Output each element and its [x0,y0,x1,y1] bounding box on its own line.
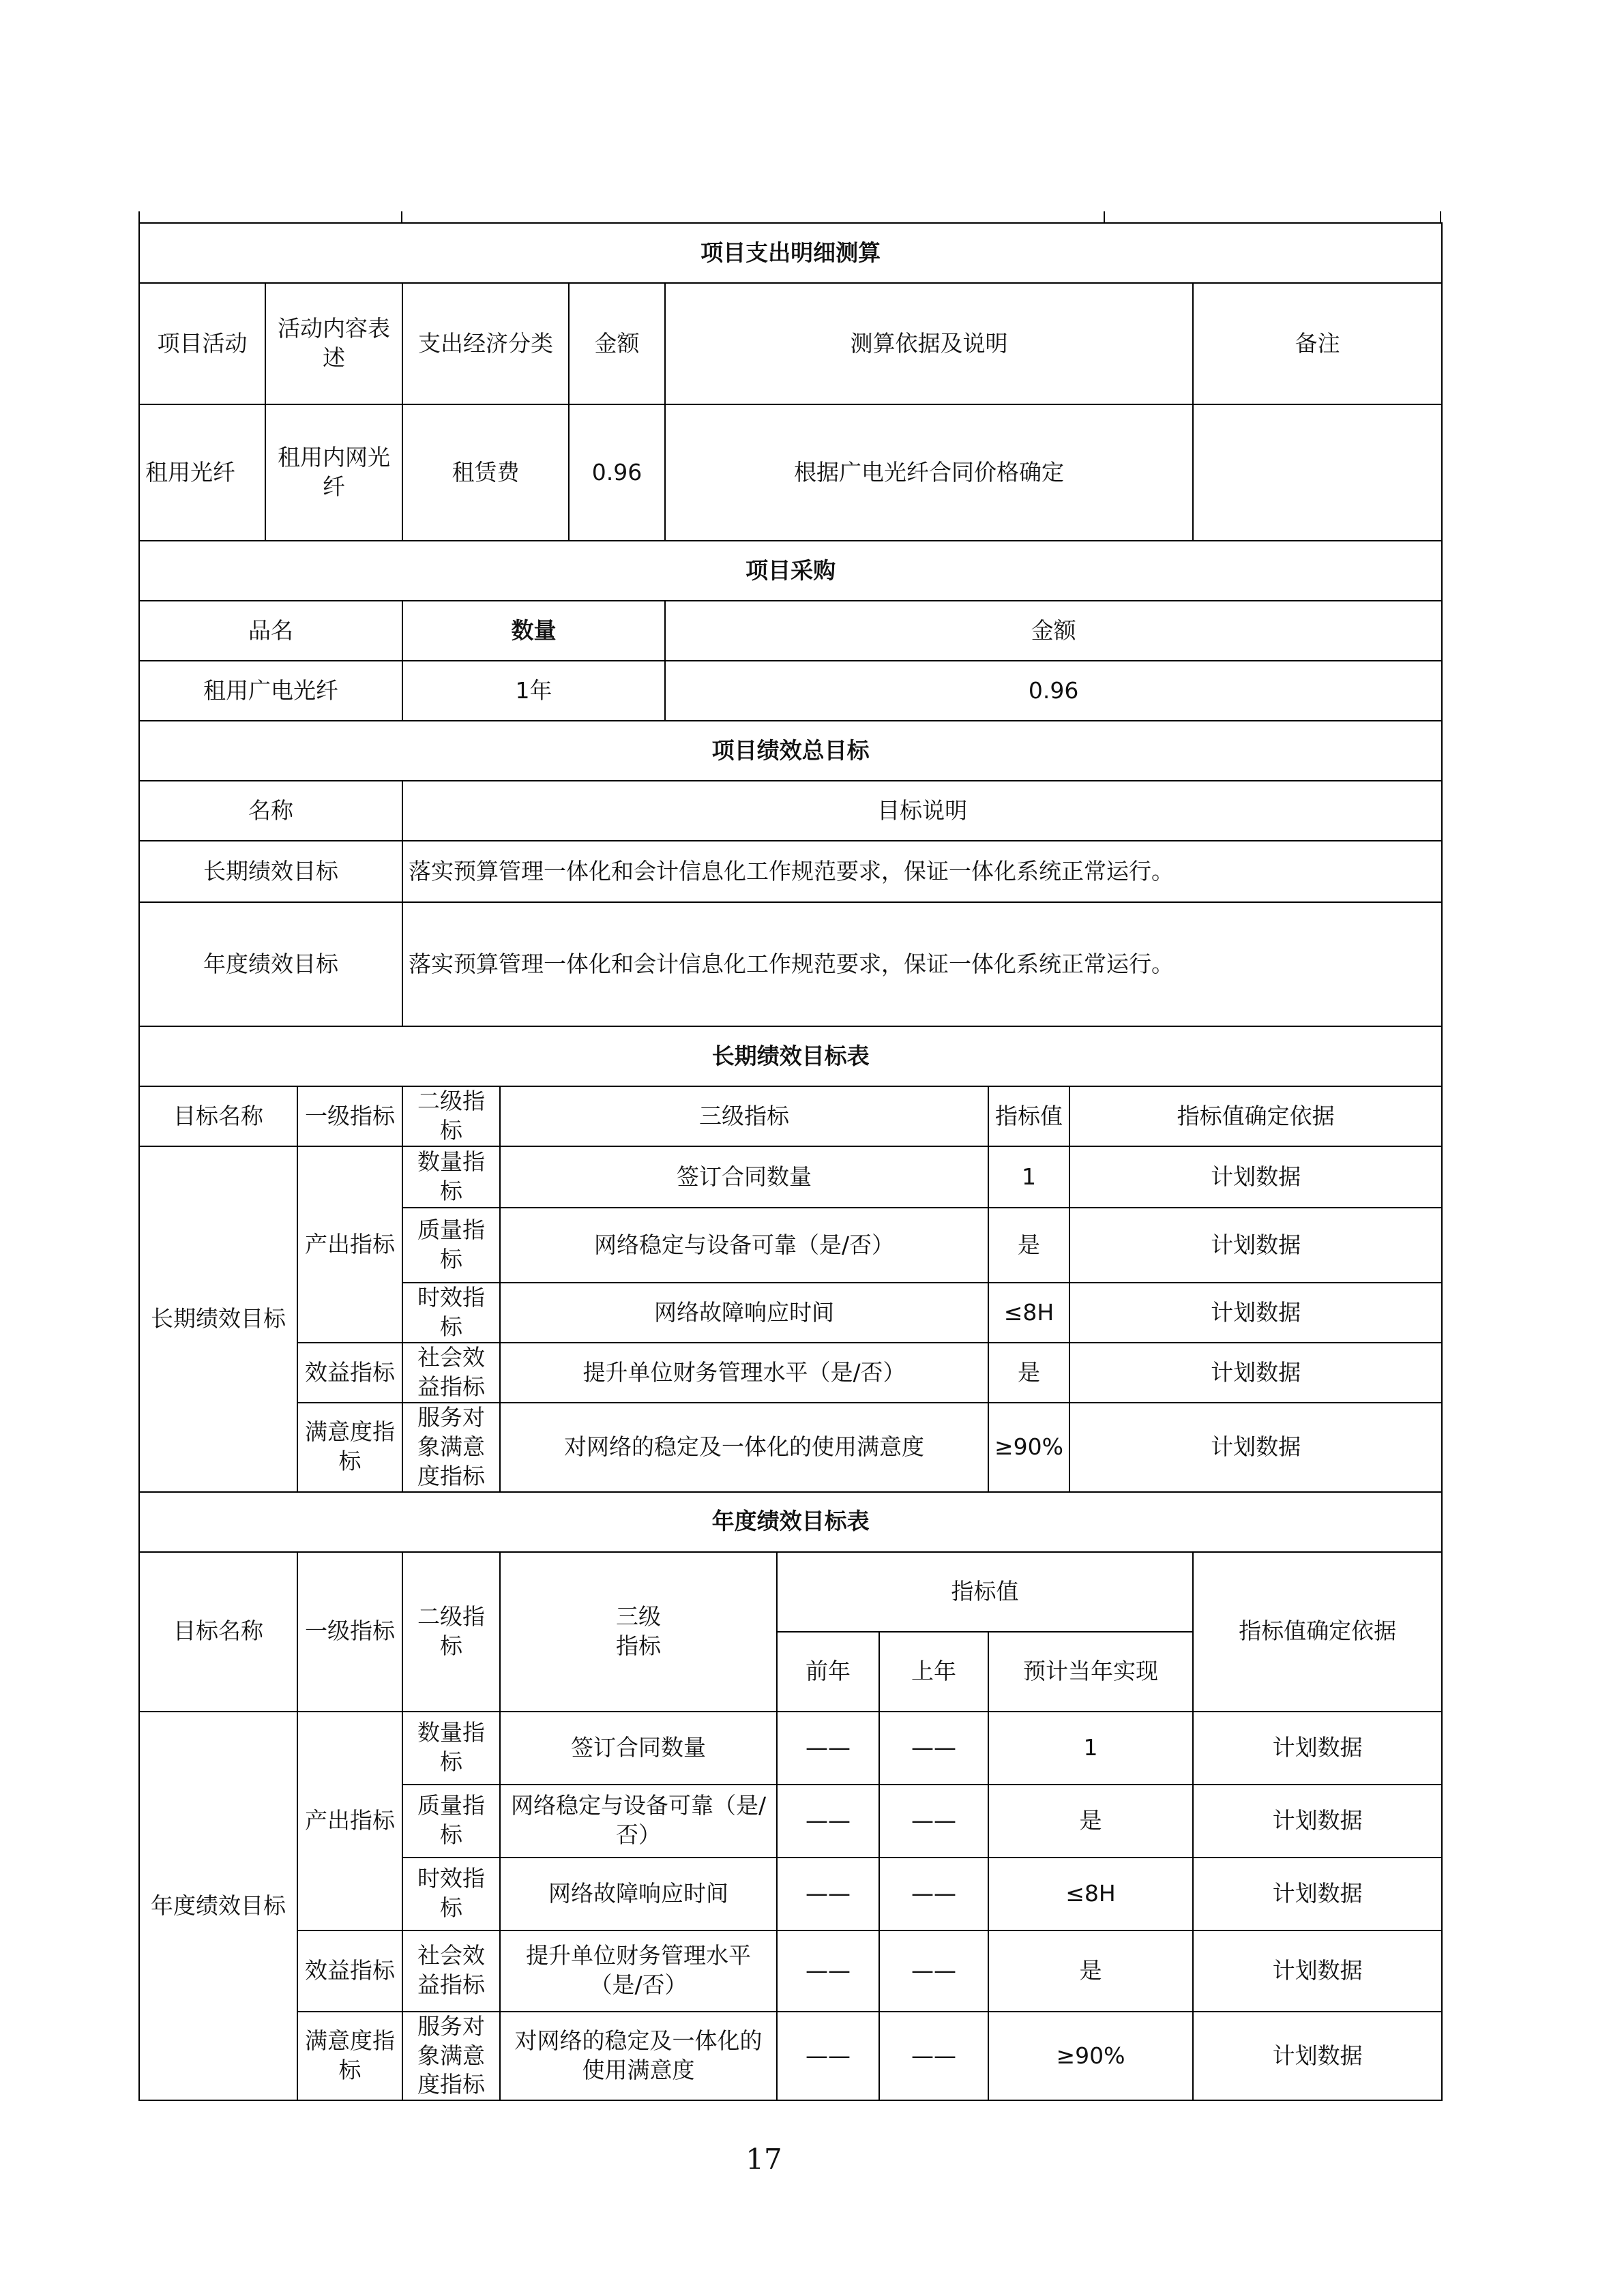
overall-header-description: 目标说明 [402,781,1442,841]
overall-annual-text: 落实预算管理一体化和会计信息化工作规范要求，保证一体化系统正常运行。 [402,902,1442,1026]
long-row-level3: 对网络的稳定及一体化的使用满意度 [500,1403,988,1492]
expense-cell-remark [1193,404,1442,541]
annual-row-current: ≥90% [988,2012,1193,2101]
annual-row-level2: 社会效益指标 [402,1930,500,2012]
annual-goal-name: 年度绩效目标 [139,1712,297,2101]
expense-header-economic-class: 支出经济分类 [402,283,569,404]
annual-row-level2: 数量指标 [402,1712,500,1785]
long-row-level3: 网络稳定与设备可靠（是/否） [500,1208,988,1283]
annual-row-basis: 计划数据 [1193,2012,1442,2101]
page-number: 17 [745,2143,782,2176]
annual-row-basis: 计划数据 [1193,1930,1442,2012]
annual-row-level2: 时效指标 [402,1858,500,1930]
overall-goal-section-title: 项目绩效总目标 [139,721,1442,781]
annual-row-level3: 对网络的稳定及一体化的使用满意度 [500,2012,777,2101]
annual-row-current: 是 [988,1930,1193,2012]
long-level1-benefit: 效益指标 [297,1343,402,1403]
long-row-level2: 质量指标 [402,1208,500,1283]
long-level1-satisfaction: 满意度指标 [297,1403,402,1492]
expense-header-amount: 金额 [569,283,665,404]
expense-cell-activity: 租用光纤 [139,404,265,541]
annual-row-last: —— [879,1930,988,2012]
annual-row-level3: 网络故障响应时间 [500,1858,777,1930]
annual-header-prev-year: 前年 [777,1632,879,1712]
expense-cell-basis: 根据广电光纤合同价格确定 [665,404,1193,541]
overall-long-term-name: 长期绩效目标 [139,841,402,902]
annual-row-last: —— [879,1712,988,1785]
long-header-level3: 三级指标 [500,1086,988,1146]
procurement-cell-item: 租用广电光纤 [139,661,402,721]
long-goal-name: 长期绩效目标 [139,1146,297,1492]
annual-row-current: 1 [988,1712,1193,1785]
annual-header-current-year: 预计当年实现 [988,1632,1193,1712]
annual-row-current: 是 [988,1785,1193,1858]
long-level1-output: 产出指标 [297,1146,402,1343]
procurement-header-quantity: 数量 [402,601,665,661]
annual-header-level1: 一级指标 [297,1552,402,1712]
long-header-level2: 二级指标 [402,1086,500,1146]
procurement-cell-amount: 0.96 [665,661,1442,721]
long-row-basis: 计划数据 [1069,1283,1442,1343]
overall-header-name: 名称 [139,781,402,841]
annual-header-goal: 目标名称 [139,1552,297,1712]
overall-annual-name: 年度绩效目标 [139,902,402,1026]
annual-row-current: ≤8H [988,1858,1193,1930]
expense-header-activity: 项目活动 [139,283,265,404]
annual-row-last: —— [879,1785,988,1858]
long-header-goal: 目标名称 [139,1086,297,1146]
expense-cell-economic-class: 租赁费 [402,404,569,541]
long-header-basis: 指标值确定依据 [1069,1086,1442,1146]
annual-row-basis: 计划数据 [1193,1712,1442,1785]
long-row-basis: 计划数据 [1069,1403,1442,1492]
annual-row-level2: 服务对象满意度指标 [402,2012,500,2101]
expense-cell-description: 租用内网光纤 [265,404,402,541]
annual-row-prev: —— [777,2012,879,2101]
long-row-value: 是 [988,1208,1069,1283]
annual-row-prev: —— [777,1785,879,1858]
long-row-level3: 签订合同数量 [500,1146,988,1208]
expense-section-title: 项目支出明细测算 [139,223,1442,283]
procurement-header-item: 品名 [139,601,402,661]
annual-row-level2: 质量指标 [402,1785,500,1858]
annual-table-title: 年度绩效目标表 [139,1492,1442,1552]
long-row-value: ≥90% [988,1403,1069,1492]
long-row-basis: 计划数据 [1069,1343,1442,1403]
expense-header-description: 活动内容表述 [265,283,402,404]
annual-row-prev: —— [777,1930,879,2012]
annual-row-basis: 计划数据 [1193,1785,1442,1858]
annual-header-basis: 指标值确定依据 [1193,1552,1442,1712]
annual-level1-satisfaction: 满意度指标 [297,2012,402,2101]
long-row-value: 是 [988,1343,1069,1403]
annual-header-value: 指标值 [777,1552,1193,1632]
procurement-cell-quantity: 1年 [402,661,665,721]
annual-row-level3: 签订合同数量 [500,1712,777,1785]
long-header-level1: 一级指标 [297,1086,402,1146]
long-row-level2: 数量指标 [402,1146,500,1208]
annual-row-last: —— [879,1858,988,1930]
long-row-level2: 时效指标 [402,1283,500,1343]
long-row-value: 1 [988,1146,1069,1208]
annual-row-basis: 计划数据 [1193,1858,1442,1930]
performance-sheet [138,211,1441,2101]
annual-row-prev: —— [777,1712,879,1785]
long-row-basis: 计划数据 [1069,1146,1442,1208]
annual-row-last: —— [879,2012,988,2101]
annual-row-level3: 网络稳定与设备可靠（是/否） [500,1785,777,1858]
long-row-level3: 网络故障响应时间 [500,1283,988,1343]
expense-header-remark: 备注 [1193,283,1442,404]
overall-long-term-text: 落实预算管理一体化和会计信息化工作规范要求，保证一体化系统正常运行。 [402,841,1442,902]
long-row-level2: 社会效益指标 [402,1343,500,1403]
annual-row-level3: 提升单位财务管理水平（是/否） [500,1930,777,2012]
expense-cell-amount: 0.96 [569,404,665,541]
expense-header-basis: 测算依据及说明 [665,283,1193,404]
long-row-level2: 服务对象满意度指标 [402,1403,500,1492]
annual-level1-benefit: 效益指标 [297,1930,402,2012]
long-row-basis: 计划数据 [1069,1208,1442,1283]
annual-level1-output: 产出指标 [297,1712,402,1930]
annual-row-prev: —— [777,1858,879,1930]
procurement-section-title: 项目采购 [139,541,1442,601]
long-row-level3: 提升单位财务管理水平（是/否） [500,1343,988,1403]
long-row-value: ≤8H [988,1283,1069,1343]
annual-header-last-year: 上年 [879,1632,988,1712]
procurement-header-amount: 金额 [665,601,1442,661]
budget-table [138,222,1443,2101]
long-header-value: 指标值 [988,1086,1069,1146]
annual-header-level2: 二级指标 [402,1552,500,1712]
annual-header-level3: 三级 指标 [500,1552,777,1712]
long-term-table-title: 长期绩效目标表 [139,1026,1442,1086]
